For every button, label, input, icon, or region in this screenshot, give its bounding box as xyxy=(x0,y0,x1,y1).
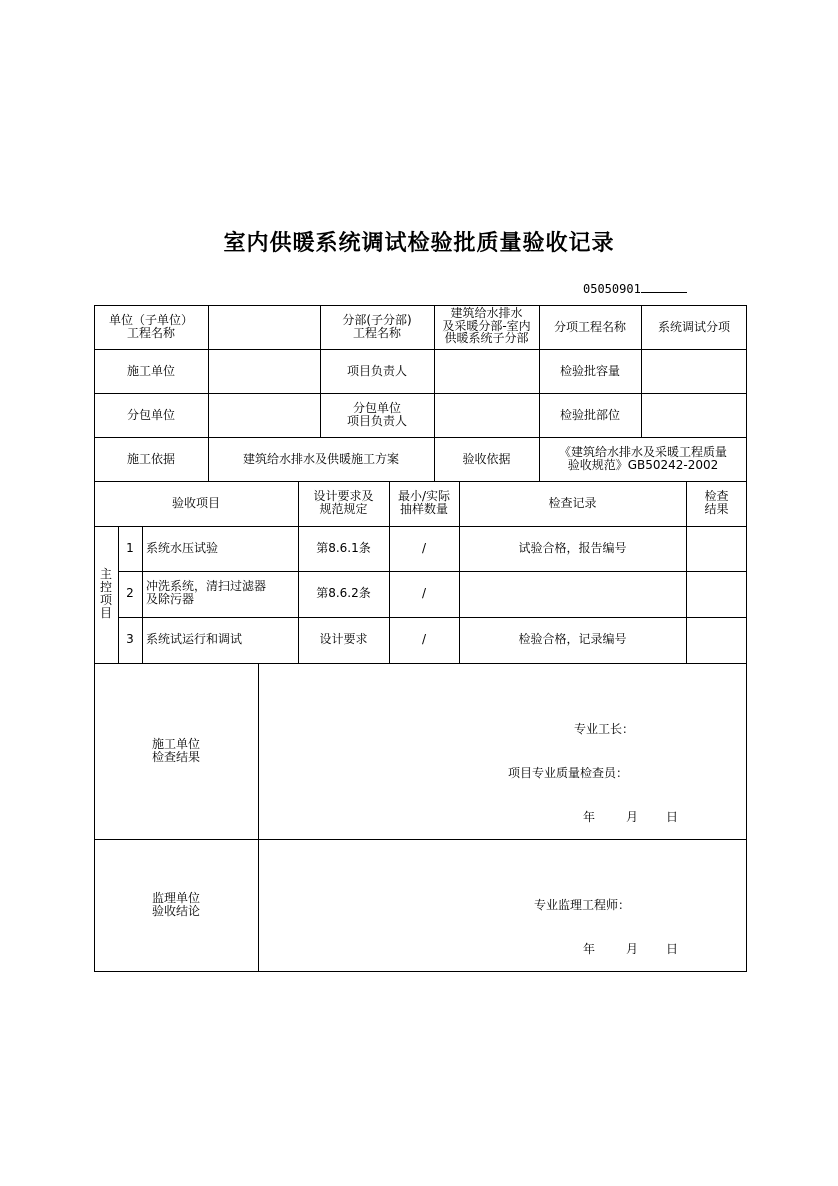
row-2-item xyxy=(146,580,296,606)
row-divider xyxy=(94,526,747,527)
row-divider xyxy=(94,349,747,350)
acceptance-basis-value xyxy=(539,446,747,472)
col-divider xyxy=(258,663,259,972)
sub-lead-label-line2: 项目负责人 xyxy=(346,414,407,428)
supervisor-date-month: 月 xyxy=(626,942,639,956)
main-control-char: 主 xyxy=(99,567,112,581)
col-header-item: 验收项目 xyxy=(171,496,220,510)
col-header-sample xyxy=(389,490,459,516)
contractor-label: 施工单位 xyxy=(126,364,175,378)
division-value-line3: 供暖系统子分部 xyxy=(444,331,529,345)
contractor-check-label-line2: 检查结果 xyxy=(151,750,200,764)
row-2-item-line2: 及除污器 xyxy=(146,592,195,606)
col-header-spec-line2: 规范规定 xyxy=(319,502,368,516)
supervisor-check-label-line2: 验收结论 xyxy=(151,904,200,918)
row-3-no: 3 xyxy=(126,632,134,646)
row-divider xyxy=(94,481,747,482)
row-2-spec: 第8.6.2条 xyxy=(316,586,371,600)
col-header-sample-line1: 最小/实际 xyxy=(397,489,451,503)
unit-name-label xyxy=(94,314,208,340)
row-1-no: 1 xyxy=(126,541,134,555)
main-control-char: 项 xyxy=(99,593,112,607)
main-control-label xyxy=(94,568,118,620)
row-3-sample: / xyxy=(421,632,427,646)
row-divider xyxy=(94,839,747,840)
acceptance-basis-line2: 验收规范》GB50242-2002 xyxy=(567,458,719,472)
row-2-sample: / xyxy=(421,586,427,600)
col-header-spec xyxy=(298,490,389,516)
division-name-label xyxy=(320,314,434,340)
foreman-signature-label: 专业工长： xyxy=(574,722,635,736)
division-value-line1: 建筑给水排水 xyxy=(450,306,523,320)
row-1-record[interactable]: 试验合格，报告编号 xyxy=(518,541,627,555)
sub-lead-label xyxy=(320,402,434,428)
contractor-date-year: 年 xyxy=(583,810,596,824)
subitem-name-value: 系统调试分项 xyxy=(657,320,730,334)
division-name-label-line2: 工程名称 xyxy=(352,326,401,340)
supervisor-check-label xyxy=(94,892,258,918)
supervisor-date-day: 日 xyxy=(666,942,679,956)
row-divider xyxy=(94,437,747,438)
contractor-check-label-line1: 施工单位 xyxy=(151,737,200,751)
col-header-result-line2: 结果 xyxy=(704,502,729,516)
supervisor-check-label-line1: 监理单位 xyxy=(151,891,200,905)
unit-name-label-line2: 工程名称 xyxy=(126,326,175,340)
contractor-date-day: 日 xyxy=(666,810,679,824)
subcontractor-label: 分包单位 xyxy=(126,408,175,422)
contractor-check-label xyxy=(94,738,258,764)
row-2-item-line1: 冲洗系统，清扫过滤器 xyxy=(146,579,267,593)
col-header-sample-line2: 抽样数量 xyxy=(399,502,448,516)
row-1-item: 系统水压试验 xyxy=(146,541,219,555)
project-lead-label: 项目负责人 xyxy=(346,364,407,378)
main-control-char: 控 xyxy=(99,580,112,594)
division-name-value xyxy=(434,307,539,345)
row-divider xyxy=(94,393,747,394)
division-name-label-line1: 分部(子分部) xyxy=(342,313,412,327)
col-header-spec-line1: 设计要求及 xyxy=(313,489,374,503)
form-code-value: 05050901 xyxy=(583,282,641,296)
unit-name-label-line1: 单位（子单位） xyxy=(108,313,193,327)
col-header-result xyxy=(686,490,747,516)
basis-value: 建筑给水排水及供暖施工方案 xyxy=(242,452,399,466)
sub-lead-label-line1: 分包单位 xyxy=(352,401,401,415)
acceptance-basis-label: 验收依据 xyxy=(462,452,511,466)
form-code-blank xyxy=(641,280,687,293)
quality-inspector-signature-label: 项目专业质量检查员： xyxy=(508,766,629,780)
row-2-no: 2 xyxy=(126,586,134,600)
subitem-name-label: 分项工程名称 xyxy=(553,320,626,334)
basis-label: 施工依据 xyxy=(126,452,175,466)
page-title: 室内供暖系统调试检验批质量验收记录 xyxy=(223,231,615,256)
col-header-record: 检查记录 xyxy=(548,496,597,510)
row-3-record[interactable]: 检验合格，记录编号 xyxy=(518,632,627,646)
supervisor-date-year: 年 xyxy=(583,942,596,956)
supervising-engineer-signature-label: 专业监理工程师： xyxy=(534,898,631,912)
col-header-result-line1: 检查 xyxy=(704,489,729,503)
row-divider xyxy=(118,571,747,572)
batch-location-label: 检验批部位 xyxy=(559,408,620,422)
col-divider xyxy=(142,526,143,663)
row-3-item: 系统试运行和调试 xyxy=(146,632,243,646)
form-code xyxy=(583,280,687,296)
batch-capacity-label: 检验批容量 xyxy=(559,364,620,378)
division-value-line2: 及采暖分部-室内 xyxy=(442,318,531,333)
row-divider xyxy=(118,617,747,618)
main-control-char: 目 xyxy=(99,606,112,620)
contractor-date-month: 月 xyxy=(626,810,639,824)
acceptance-basis-line1: 《建筑给水排水及采暖工程质量 xyxy=(558,445,727,459)
row-3-spec: 设计要求 xyxy=(319,632,368,646)
row-divider xyxy=(94,663,747,664)
row-1-sample: / xyxy=(421,541,427,555)
row-1-spec: 第8.6.1条 xyxy=(316,541,371,555)
